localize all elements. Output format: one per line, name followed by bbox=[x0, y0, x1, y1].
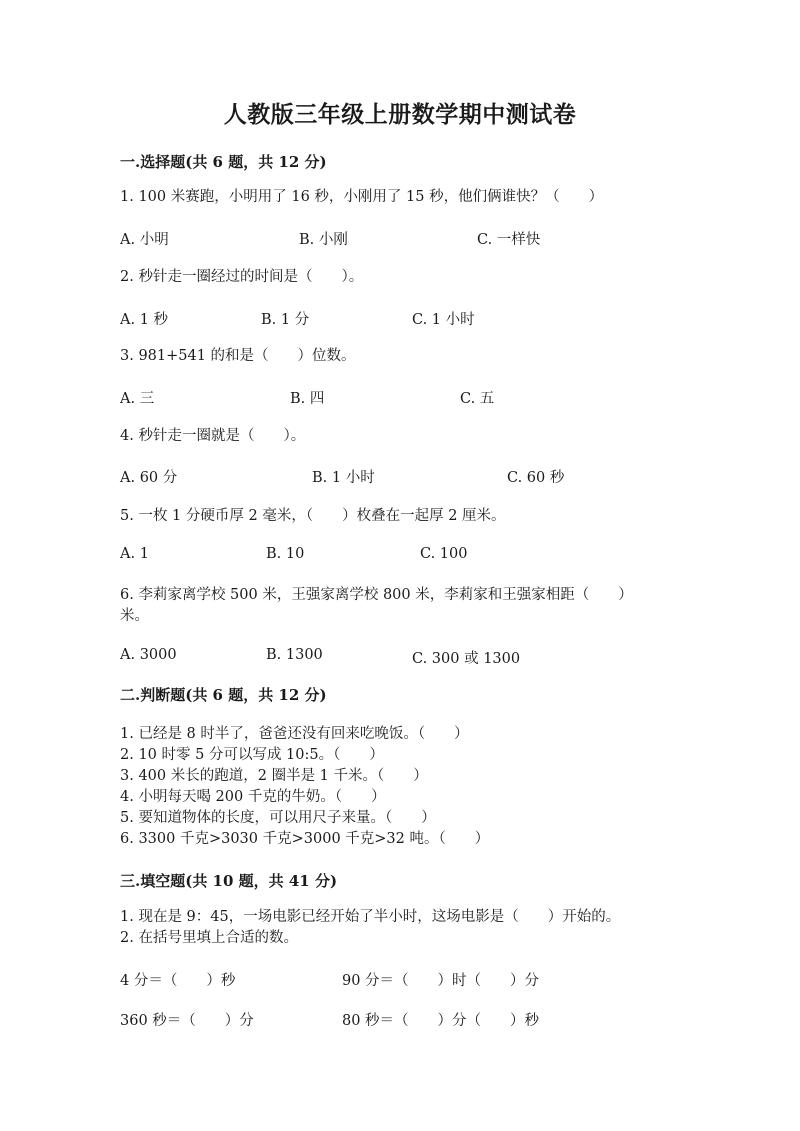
option-5b: B. 10 bbox=[266, 546, 305, 562]
fill-blank-2: 90 分＝（ ）时（ ）分 bbox=[342, 973, 540, 989]
option-2a: A. 1 秒 bbox=[120, 312, 169, 328]
page-title: 人教版三年级上册数学期中测试卷 bbox=[223, 101, 577, 128]
option-4a: A. 60 分 bbox=[120, 470, 178, 486]
option-5c: C. 100 bbox=[420, 546, 468, 562]
judge-item-4: 4. 小明每天喝 200 千克的牛奶。（ ） bbox=[120, 789, 386, 805]
option-6c: C. 300 或 1300 bbox=[412, 651, 521, 667]
option-3b: B. 四 bbox=[290, 391, 325, 407]
option-4b: B. 1 小时 bbox=[312, 470, 375, 486]
question-4: 4. 秒针走一圈就是（ ）。 bbox=[120, 428, 306, 444]
option-4c: C. 60 秒 bbox=[507, 470, 565, 486]
fill-item-2: 2. 在括号里填上合适的数。 bbox=[120, 930, 298, 946]
section-heading-choice: 一.选择题(共 6 题，共 12 分) bbox=[120, 153, 327, 171]
question-5: 5. 一枚 1 分硬币厚 2 毫米，（ ）枚叠在一起厚 2 厘米。 bbox=[120, 508, 506, 524]
question-6-line1: 6. 李莉家离学校 500 米，王强家离学校 800 米，李莉家和王强家相距（ ） bbox=[120, 587, 633, 603]
judge-item-3: 3. 400 米长的跑道，2 圈半是 1 千米。（ ） bbox=[120, 768, 428, 784]
judge-item-2: 2. 10 时零 5 分可以写成 10:5。（ ） bbox=[120, 747, 384, 763]
option-3c: C. 五 bbox=[460, 391, 495, 407]
option-1a: A. 小明 bbox=[120, 232, 169, 248]
question-6-line2: 米。 bbox=[120, 608, 149, 624]
judge-item-5: 5. 要知道物体的长度，可以用尺子来量。（ ） bbox=[120, 810, 436, 826]
question-2: 2. 秒针走一圈经过的时间是（ ）。 bbox=[120, 269, 364, 285]
judge-item-6: 6. 3300 千克>3030 千克>3000 千克>32 吨。（ ） bbox=[120, 831, 490, 847]
fill-item-1: 1. 现在是 9：45，一场电影已经开始了半小时，这场电影是（ ）开始的。 bbox=[120, 909, 621, 925]
option-3a: A. 三 bbox=[120, 391, 155, 407]
fill-blank-1: 4 分＝（ ）秒 bbox=[120, 973, 236, 989]
question-1: 1. 100 米赛跑，小明用了 16 秒，小刚用了 15 秒，他们俩谁快？（ ） bbox=[120, 189, 604, 205]
fill-blank-4: 80 秒＝（ ）分（ ）秒 bbox=[342, 1013, 540, 1029]
judge-item-1: 1. 已经是 8 时半了，爸爸还没有回来吃晚饭。（ ） bbox=[120, 726, 469, 742]
option-6b: B. 1300 bbox=[266, 647, 323, 663]
option-6a: A. 3000 bbox=[120, 647, 177, 663]
option-2c: C. 1 小时 bbox=[412, 312, 475, 328]
section-heading-fill: 三.填空题(共 10 题，共 41 分) bbox=[120, 872, 338, 890]
section-heading-judge: 二.判断题(共 6 题，共 12 分) bbox=[120, 686, 327, 704]
question-3: 3. 981+541 的和是（ ）位数。 bbox=[120, 348, 356, 364]
option-2b: B. 1 分 bbox=[261, 312, 310, 328]
option-1b: B. 小刚 bbox=[299, 232, 348, 248]
fill-blank-3: 360 秒＝（ ）分 bbox=[120, 1013, 254, 1029]
option-1c: C. 一样快 bbox=[477, 232, 541, 248]
option-5a: A. 1 bbox=[120, 546, 149, 562]
